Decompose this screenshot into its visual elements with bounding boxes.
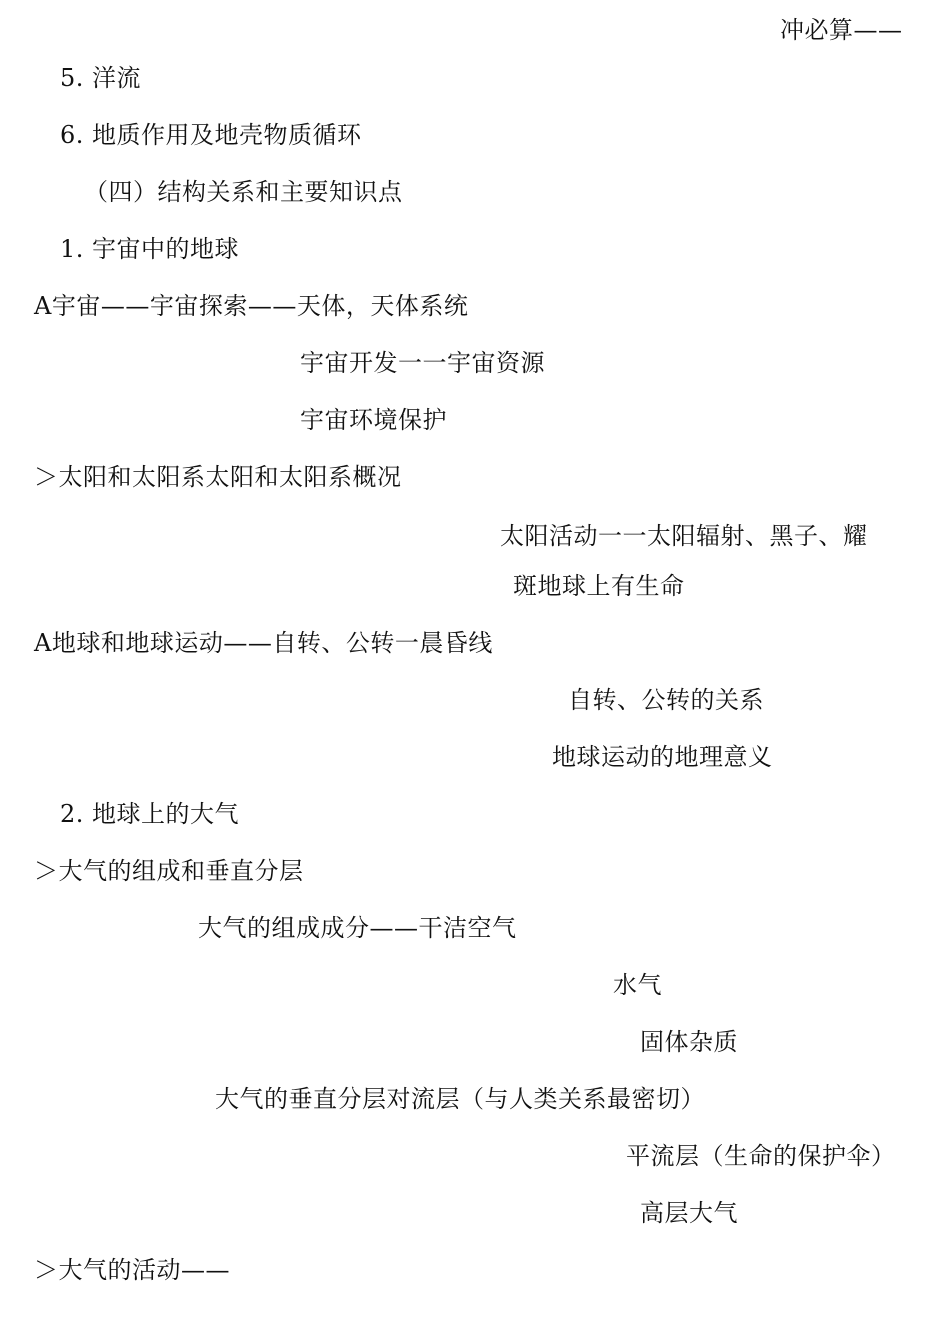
- text-line: 宇宙开发一一宇宙资源: [300, 349, 545, 377]
- text-line: ＞太阳和太阳系太阳和太阳系概况: [34, 463, 402, 491]
- page-header: 冲必算——: [780, 16, 903, 44]
- text-line: 水气: [613, 971, 662, 999]
- heading-geological-processes: 6. 地质作用及地壳物质循环: [60, 121, 362, 149]
- heading-ocean-currents: 5. 洋流: [60, 64, 142, 92]
- text-line: ＞大气的组成和垂直分层: [34, 857, 304, 885]
- text-line: 斑地球上有生命: [513, 572, 685, 600]
- text-line: 大气的组成成分——干洁空气: [198, 914, 517, 942]
- text-line: A地球和地球运动——自转、公转一晨昏线: [34, 629, 493, 657]
- text-line: 太阳活动一一太阳辐射、黑子、耀: [500, 522, 868, 550]
- text-line: 大气的垂直分层对流层（与人类关系最密切）: [215, 1085, 705, 1113]
- text-line: 高层大气: [640, 1199, 738, 1227]
- text-line: A宇宙——宇宙探索——天体，天体系统: [34, 292, 469, 320]
- text-line: 自转、公转的关系: [568, 686, 764, 714]
- text-line: 宇宙环境保护: [300, 406, 447, 434]
- text-line: 平流层（生命的保护伞）: [626, 1142, 896, 1170]
- text-line: 固体杂质: [640, 1028, 738, 1056]
- heading-earth-in-universe: 1. 宇宙中的地球: [60, 235, 240, 263]
- text-line: 地球运动的地理意义: [552, 743, 773, 771]
- section-heading-structure: （四）结构关系和主要知识点: [84, 178, 403, 206]
- heading-atmosphere: 2. 地球上的大气: [60, 800, 240, 828]
- text-line: ＞大气的活动——: [34, 1256, 230, 1284]
